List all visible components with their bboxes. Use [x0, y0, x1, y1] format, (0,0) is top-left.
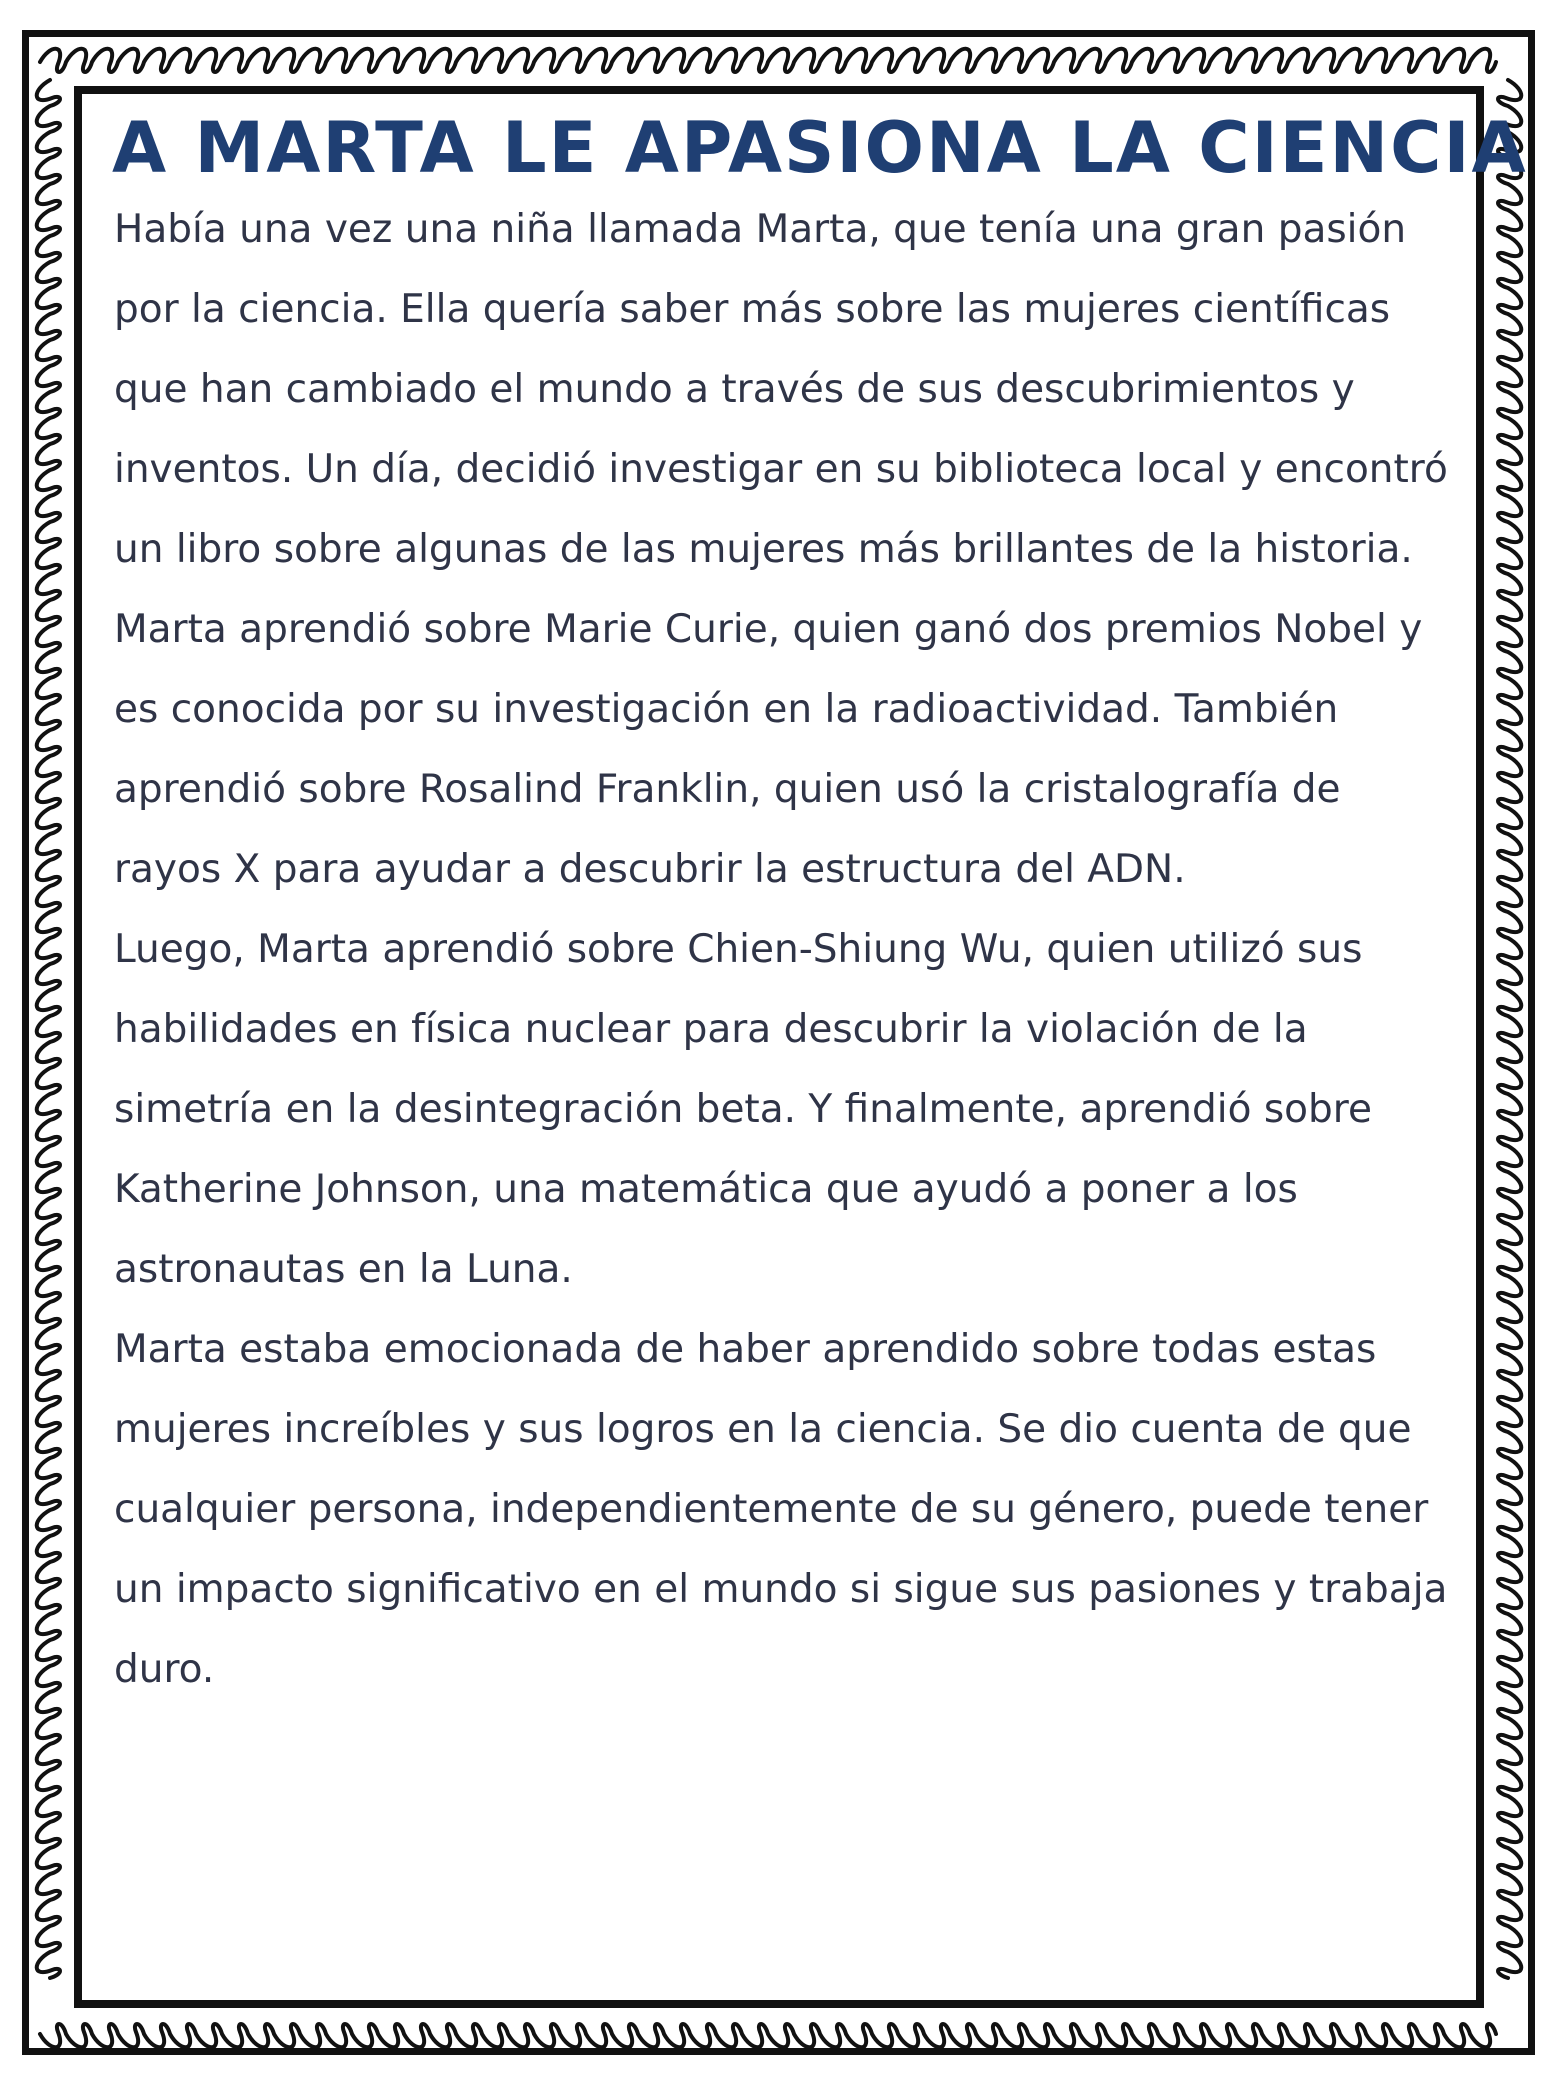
paragraph: Marta estaba emocionada de haber aprendido sobre todas estas mujeres increíbles y sus logros en la ciencia. Se dio cuenta de que cualquier persona, independientemente de su género, puede tener un impacto significativo en el mundo si sigue sus pasiones y trabaja duro.: [114, 1327, 1448, 1692]
page-title: A MARTA LE APASIONA LA CIENCIA: [112, 107, 1528, 189]
story-text: [114, 190, 1454, 1710]
paragraph: Luego, Marta aprendió sobre Chien-Shiung Wu, quien utilizó sus habilidades en física nuclear para descubrir la violación de la simetría en la desintegración beta. Y finalmente, aprendió sobre Katherine Johnson, una matemática que ayudó a poner a los astronautas en la Luna.: [114, 927, 1372, 1292]
paragraph: Había una vez una niña llamada Marta, que tenía una gran pasión por la ciencia. Ella quería saber más sobre las mujeres científicas que han cambiado el mundo a través de sus descubrimientos y inventos. Un día, decidió investigar en su biblioteca local y encontró un libro sobre algunas de las mujeres más brillantes de la historia.: [114, 207, 1448, 572]
paragraph: Marta aprendió sobre Marie Curie, quien ganó dos premios Nobel y es conocida por su investigación en la radioactividad. También aprendió sobre Rosalind Franklin, quien usó la cristalografía de rayos X para ayudar a descubrir la estructura del ADN.: [114, 607, 1423, 892]
